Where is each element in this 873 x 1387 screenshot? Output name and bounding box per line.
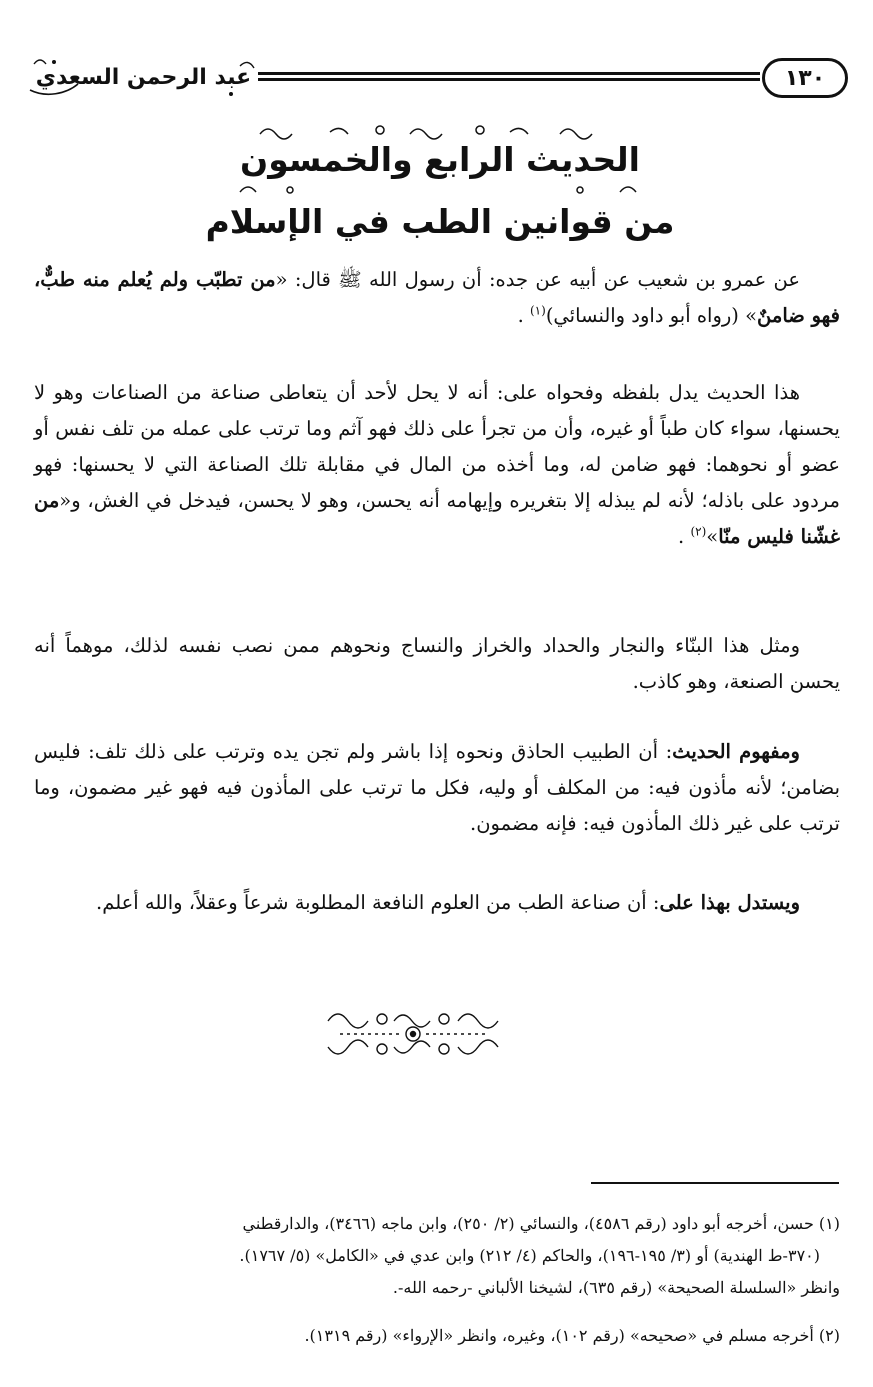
explanation-text: هذا الحديث يدل بلفظه وفحواه على: أنه لا يحل لأحد أن يتعاطى صناعة من الصناعات وهو لا يحسنها، سواء كان طباً أو غيره، وأن من تجرأ على ذلك فهو آثم وما ترتب على عمله من تلف نفس أو عضو أو نحوهما: فهو ضامن له، وما أخذه من المال في مقابلة تلك الصناعة التي لا يحسنها: فهو مردود على باذله؛ لأنه لم يبذله إلا بتغريره وإيهامه أنه يحسن، وهو لا يحسن، فيدخل في الغش، و« [34,381,840,512]
paragraph-hadith [34,262,840,334]
chapter-title [180,122,700,252]
footnote-1-line-1: (١) حسن، أخرجه أبو داود (رقم ٤٥٨٦)، والنسائي (٢/ ٢٥٠)، وابن ماجه (٣٤٦٦)، والدارقطني [242,1214,840,1233]
title-line-1: الحديث الرابع والخمسون [240,140,640,179]
paragraph-end: . [517,304,524,327]
conclusion-lead: ويستدل بهذا على [659,891,800,914]
running-header [26,52,848,106]
hadith-intro: عن عمرو بن شعيب عن أبيه عن جده: أن رسول الله ﷺ قال: « [275,268,800,291]
implication-lead: ومفهوم الحديث [672,740,800,763]
floral-divider-icon [320,995,506,1069]
footnote-1-line-2: (٣٧٠-ط الهندية) أو (٣/ ١٩٥-١٩٦)، والحاكم (٤/ ٢١٢) وابن عدي في «الكامل» (٥/ ١٧٦٧). [239,1246,820,1265]
hadith-text: من تطبّب ولم يُعلم منه طبٌّ، فهو ضامنٌ [34,268,840,327]
footnote-ref-1: (١) [529,303,546,318]
footnote-1 [34,1208,840,1304]
footnote-2: (٢) أخرجه مسلم في «صحيحه» (رقم ١٠٢)، وغيره، وانظر «الإرواء» (رقم ١٣١٩). [304,1326,840,1345]
paragraph-crafts: ومثل هذا البنّاء والنجار والحداد والخراز والنساج ونحوهم ممن نصب نفسه لذلك، موهماً أنه يحسن الصنعة، وهو كاذب. [34,634,840,693]
author-calligraphy [26,54,261,100]
header-rule [258,72,760,86]
quoted-hadith: من غشّنا فليس منّا [34,489,840,548]
title-line-2: من قوانين الطب في الإسلام [205,202,675,241]
implication-text: : أن الطبيب الحاذق ونحوه إذا باشر ولم تجن يده وترتب على ذلك تلف: فليس بضامن؛ لأنه مأذون فيه: من المكلف أو وليه، فكل ما ترتب على المأذون فيه فهو غير مضمون، وما ترتب على غير ذلك المأذون فيه: فإنه مضمون. [34,740,840,835]
page-number: ١٣٠ [762,58,848,98]
hadith-source: » (رواه أبو داود والنسائي) [545,304,758,327]
author-name: عبد الرحمن السعدي [35,64,252,90]
footnote-separator [591,1182,839,1184]
footnote-1-line-3: وانظر «السلسلة الصحيحة» (رقم ٦٣٥)، لشيخنا الألباني -رحمه الله-. [392,1278,840,1297]
paragraph-explanation [34,375,840,555]
paragraph-conclusion [34,885,840,921]
paragraph-end: . [678,525,685,548]
conclusion-text: : أن صناعة الطب من العلوم النافعة المطلوبة شرعاً وعقلاً، والله أعلم. [96,891,660,914]
paragraph-implication [34,734,840,842]
quote-close: » [706,525,719,548]
footnote-ref-2: (٢) [690,524,707,539]
